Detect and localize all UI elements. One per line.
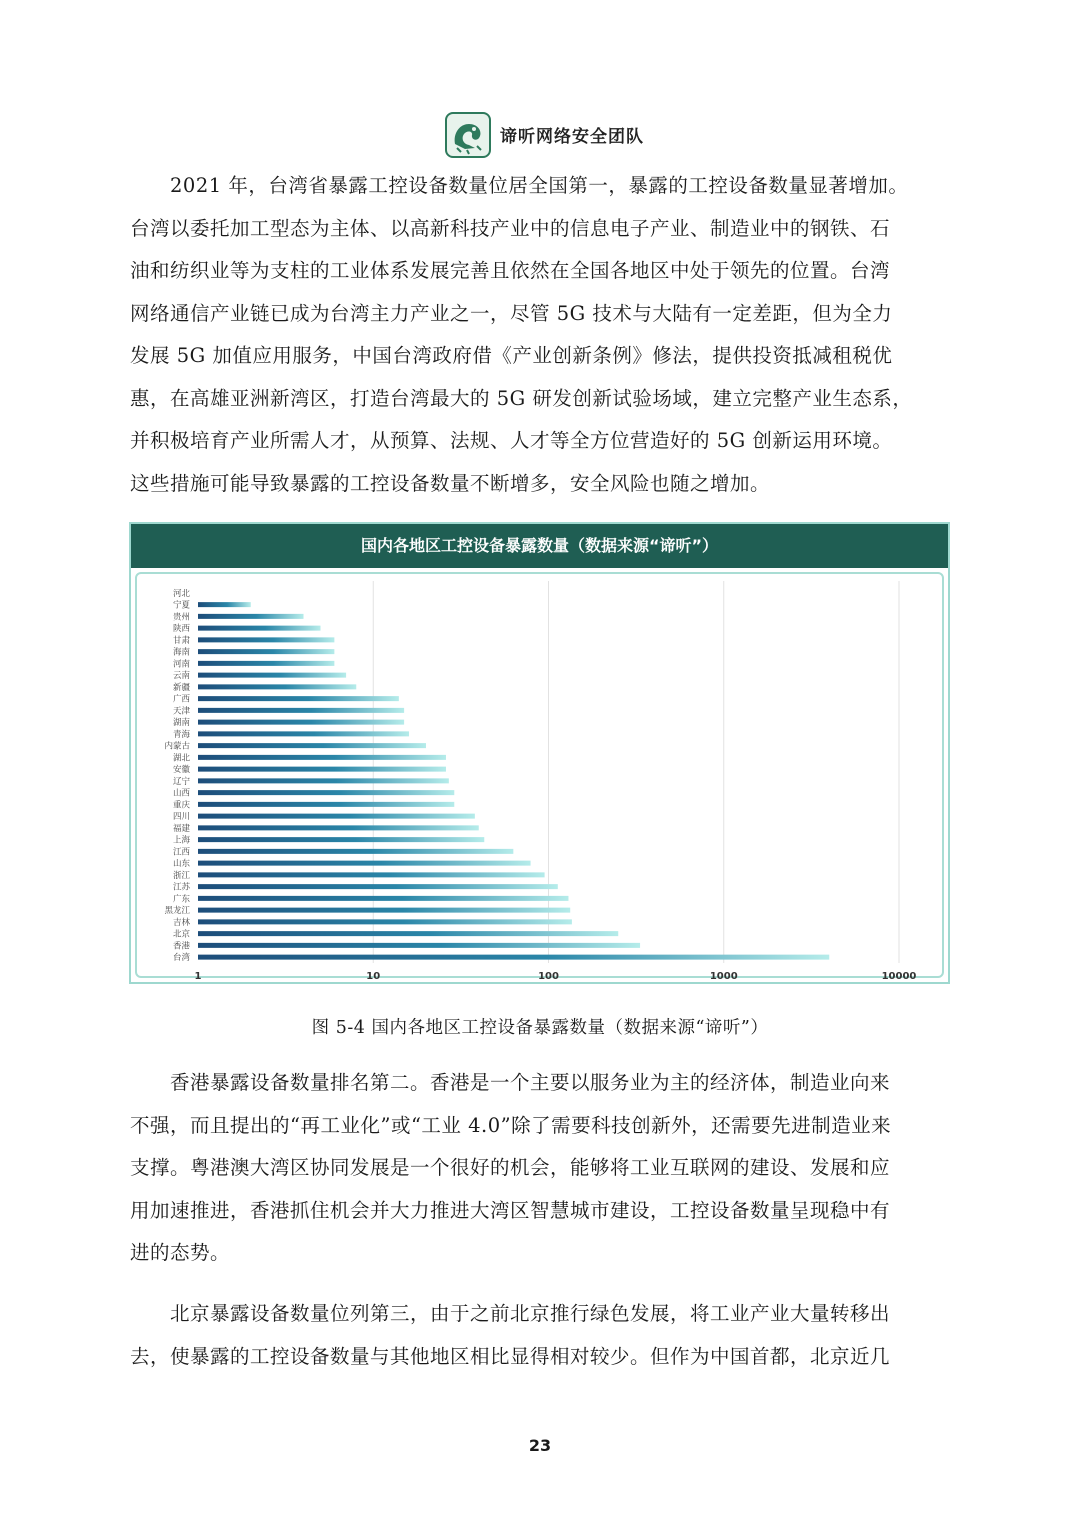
category-label: 新疆	[172, 682, 190, 693]
bar	[198, 684, 356, 689]
bar	[198, 708, 404, 713]
category-label: 湖南	[172, 718, 190, 729]
category-label: 吉林	[172, 917, 190, 928]
bar	[198, 884, 558, 889]
bar	[198, 673, 346, 678]
brand-name: 谛听网络安全团队	[500, 127, 644, 147]
text-line: 进的态势。	[130, 1241, 231, 1264]
bar	[198, 943, 640, 948]
bar	[198, 720, 404, 725]
text-line: 这些措施可能导致暴露的工控设备数量不断增多，安全风险也随之增加。	[130, 471, 771, 495]
text-line: 油和纺织业等为支柱的工业体系发展完善且依然在全国各地区中处于领先的位置。台湾	[130, 259, 891, 282]
bar	[198, 837, 484, 842]
figure-caption: 图 5-4 国内各地区工控设备暴露数量（数据来源“谛听”）	[311, 1018, 769, 1038]
category-label: 河南	[172, 659, 190, 670]
category-label: 河北	[172, 588, 190, 599]
text-line: 北京暴露设备数量位列第三，由于之前北京推行绿色发展，将工业产业大量转移出	[130, 1302, 891, 1325]
bar	[198, 626, 320, 631]
bar	[198, 696, 399, 701]
paragraph-beijing	[130, 1293, 952, 1378]
category-label: 重庆	[172, 800, 190, 811]
paragraph-taiwan	[130, 165, 952, 505]
category-label: 云南	[172, 671, 190, 682]
text-line: 惠，在高雄亚洲新湾区，打造台湾最大的 5G 研发创新试验场域，建立完整产业生态系，	[130, 386, 913, 410]
text-line: 不强，而且提出的“再工业化”或“工业 4.0”除了需要科技创新外，还需要先进制造业来	[130, 1113, 892, 1137]
category-label: 浙江	[172, 870, 190, 881]
chart-container	[129, 522, 950, 984]
bar	[198, 849, 513, 854]
bar	[198, 931, 618, 936]
category-label: 辽宁	[172, 776, 190, 787]
category-label: 江苏	[172, 882, 190, 893]
category-label: 青海	[172, 729, 190, 740]
bar-chart	[131, 524, 948, 982]
category-label: 宁夏	[172, 600, 190, 611]
category-label: 内蒙古	[164, 741, 190, 752]
category-label: 贵州	[172, 612, 190, 623]
text-line: 去，使暴露的工控设备数量与其他地区相比显得相对较少。但作为中国首都，北京近几	[130, 1344, 891, 1368]
paragraph-hongkong	[130, 1062, 952, 1275]
text-line: 并积极培育产业所需人才，从预算、法规、人才等全方位营造好的 5G 创新运用环境。	[130, 429, 893, 452]
bar	[198, 637, 334, 642]
bar	[198, 919, 572, 924]
bar	[198, 661, 334, 666]
category-label: 安徽	[172, 765, 190, 776]
category-label: 北京	[172, 929, 190, 940]
category-label: 天津	[172, 706, 190, 717]
category-label: 台湾	[172, 953, 190, 964]
text-line: 2021 年，台湾省暴露工控设备数量位居全国第一，暴露的工控设备数量显著增加。	[130, 174, 909, 197]
x-tick-label: 100	[538, 971, 559, 982]
x-tick-label: 10000	[881, 971, 917, 982]
bar	[198, 814, 475, 819]
category-label: 陕西	[172, 624, 190, 635]
bar	[198, 908, 570, 913]
page-number: 23	[528, 1436, 552, 1455]
x-tick-label: 1000	[709, 971, 738, 982]
category-label: 上海	[172, 835, 190, 846]
bar	[198, 731, 409, 736]
bar	[198, 743, 426, 748]
text-line: 台湾以委托加工型态为主体、以高新科技产业中的信息电子产业、制造业中的钢铁、石	[130, 216, 891, 240]
bar	[198, 649, 334, 654]
page-header	[0, 110, 1080, 160]
text-line: 发展 5G 加值应用服务，中国台湾政府借《产业创新条例》修法，提供投资抵减租税优	[130, 344, 893, 367]
category-label: 山东	[172, 859, 190, 870]
bar	[198, 802, 454, 807]
bar	[198, 602, 251, 607]
category-label: 海南	[172, 647, 190, 658]
text-line: 用加速推进，香港抓住机会并大力推进大湾区智慧城市建设，工控设备数量呈现稳中有	[130, 1198, 891, 1222]
category-label: 甘肃	[172, 635, 190, 646]
category-label: 香港	[172, 941, 190, 952]
bar	[198, 825, 479, 830]
chart-title: 国内各地区工控设备暴露数量（数据来源“谛听”）	[360, 536, 719, 555]
bar	[198, 955, 829, 960]
dragon-logo-icon	[445, 112, 491, 158]
category-label: 江西	[172, 847, 190, 858]
category-label: 广东	[172, 894, 190, 905]
category-label: 福建	[172, 823, 190, 834]
text-line: 香港暴露设备数量排名第二。香港是一个主要以服务业为主的经济体，制造业向来	[130, 1071, 891, 1094]
bar	[198, 790, 454, 795]
bar	[198, 778, 449, 783]
x-tick-label: 10	[366, 971, 381, 982]
category-label: 湖北	[172, 753, 190, 764]
bar	[198, 767, 446, 772]
bar	[198, 755, 446, 760]
bar	[198, 861, 531, 866]
category-label: 山西	[172, 788, 190, 799]
bar	[198, 614, 304, 619]
x-tick-label: 1	[194, 971, 202, 982]
bar	[198, 872, 545, 877]
text-line: 支撑。粤港澳大湾区协同发展是一个很好的机会，能够将工业互联网的建设、发展和应	[130, 1156, 891, 1179]
category-label: 黑龙江	[164, 906, 190, 917]
category-label: 广西	[172, 694, 190, 705]
text-line: 网络通信产业链已成为台湾主力产业之一，尽管 5G 技术与大陆有一定差距，但为全力	[130, 301, 893, 325]
category-label: 四川	[172, 812, 190, 823]
bar	[198, 896, 568, 901]
